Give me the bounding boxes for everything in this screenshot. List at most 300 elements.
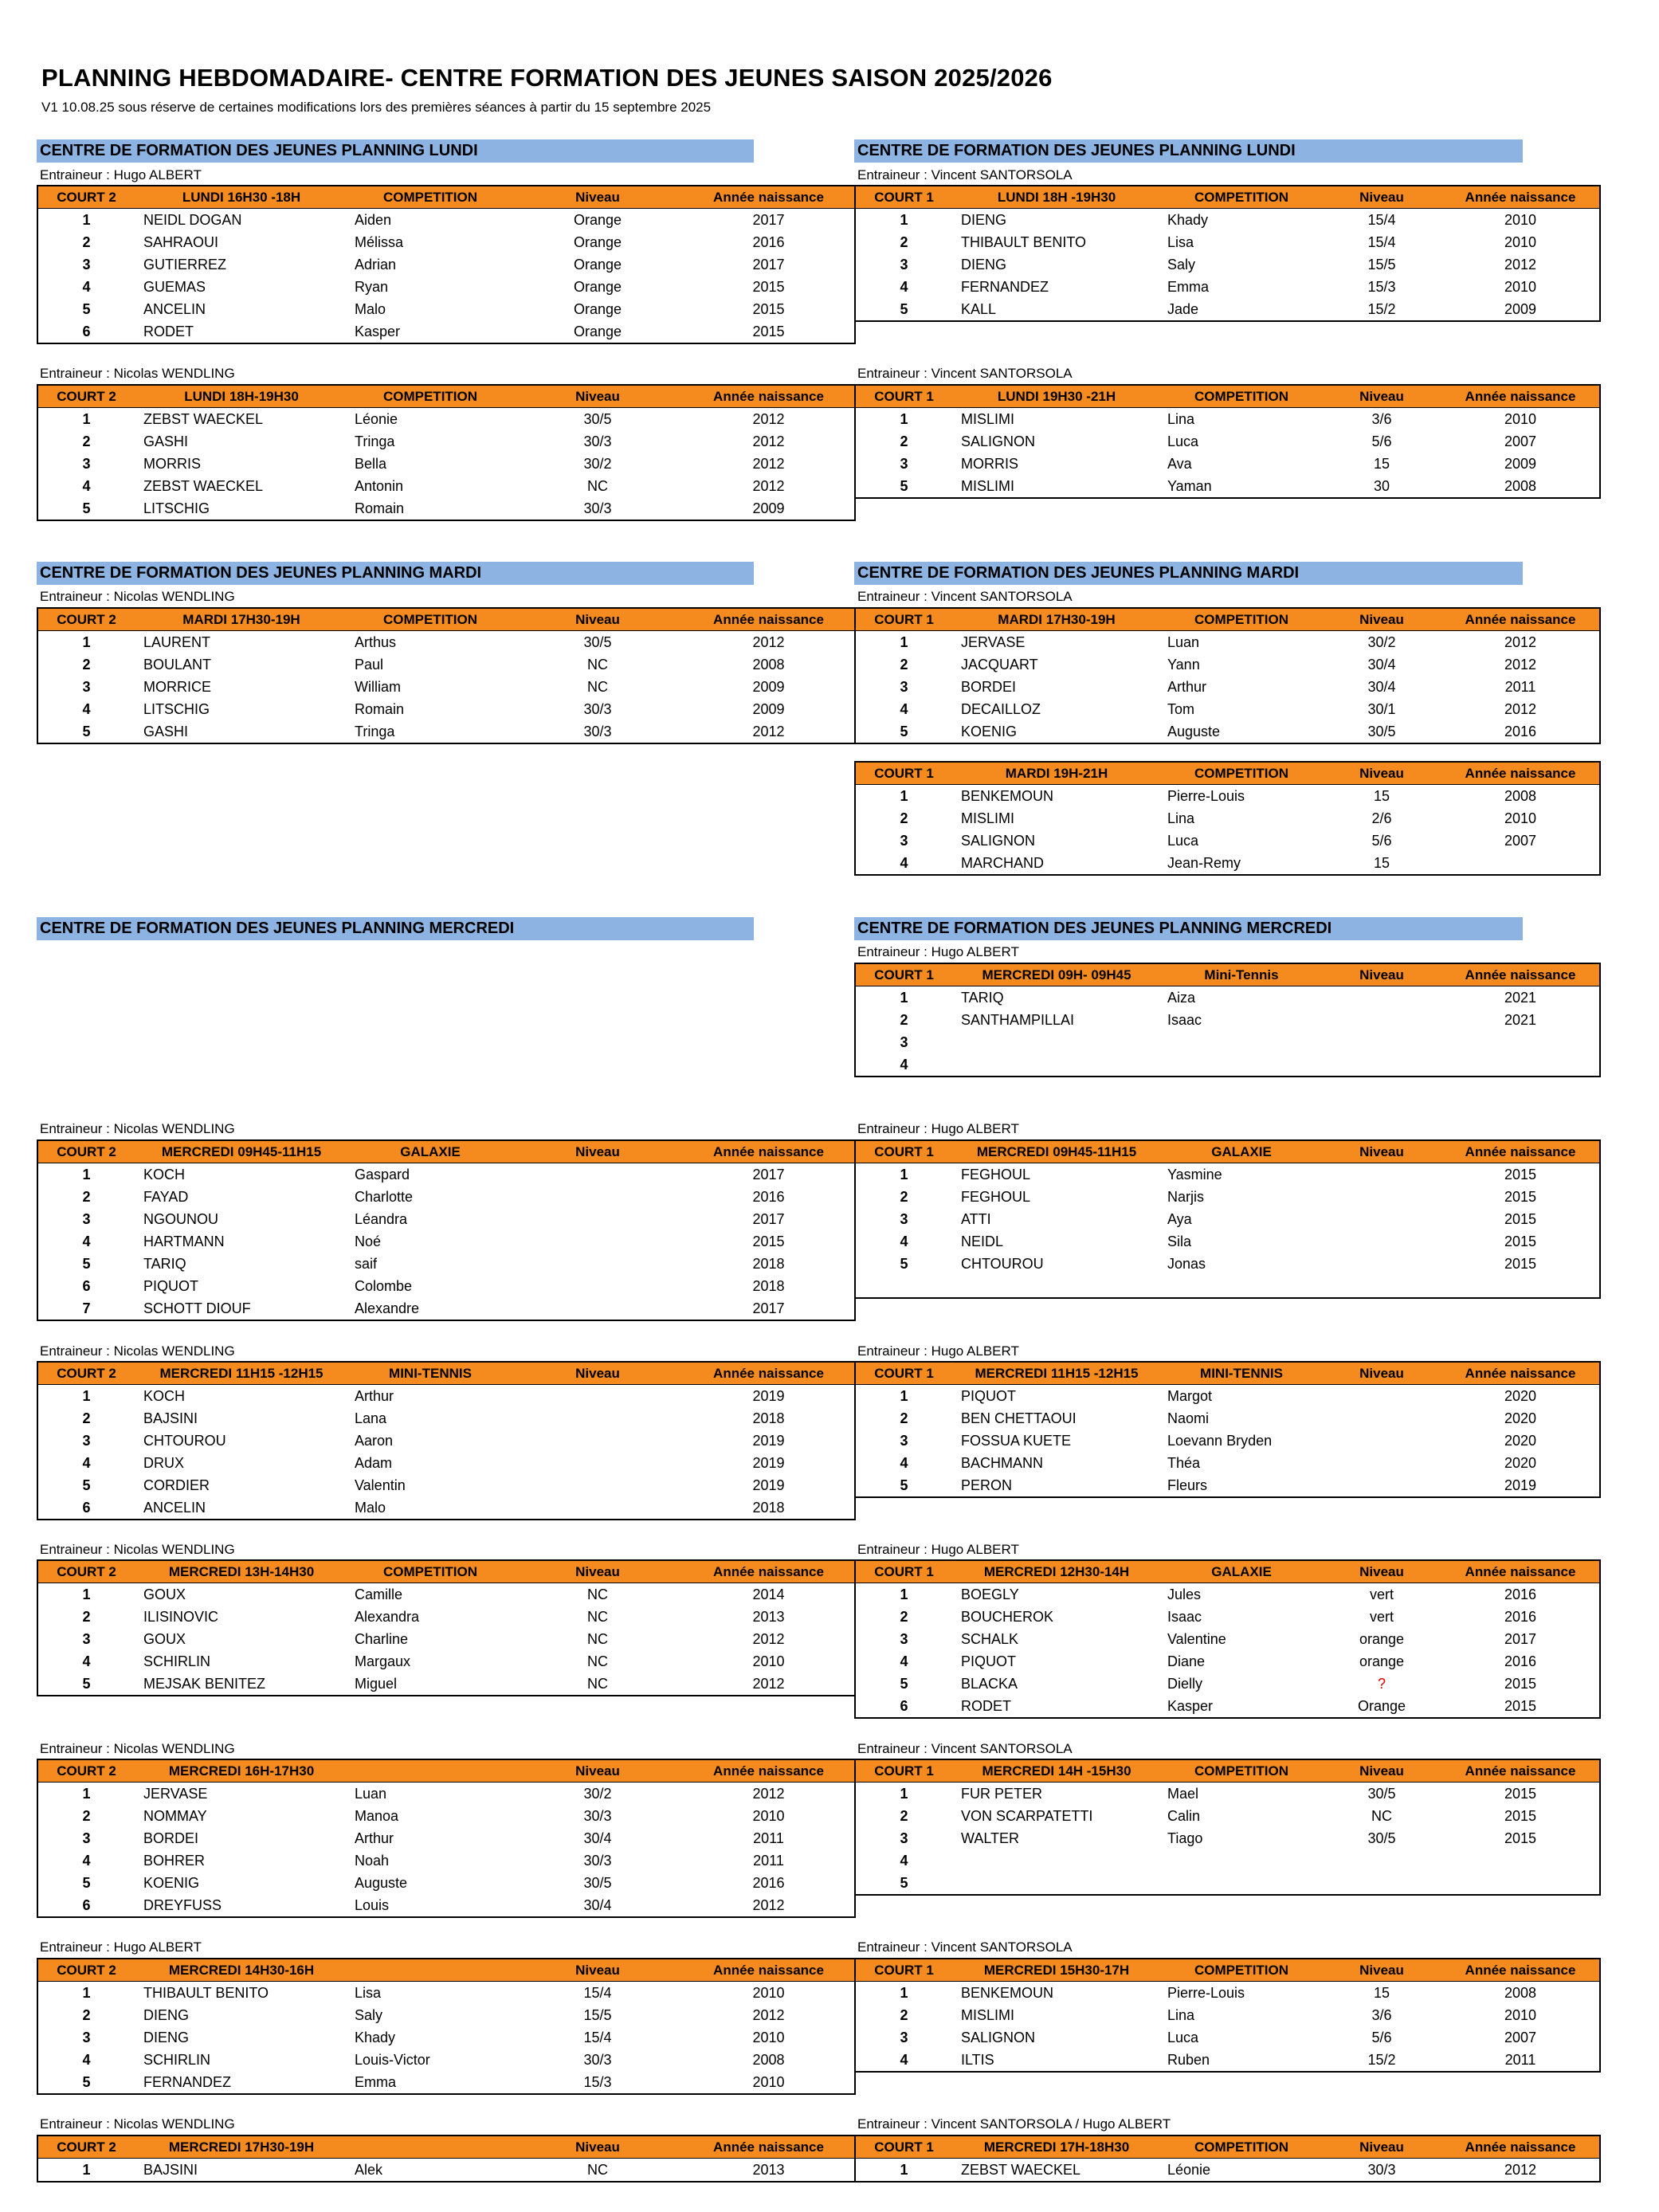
- table-header-row: [855, 1759, 1600, 1783]
- table-row: [855, 1872, 1600, 1895]
- player-last-name: DECAILLOZ: [961, 700, 1041, 717]
- player-first-name: Arthur: [355, 1387, 394, 1404]
- player-number: 4: [900, 854, 908, 871]
- player-last-name: GUEMAS: [143, 278, 206, 295]
- player-last-name: TARIQ: [143, 1255, 186, 1272]
- time-slot-header: MERCREDI 16H-17H30: [135, 1759, 348, 1783]
- time-slot-header: MARDI 19H-21H: [952, 762, 1161, 785]
- player-first-name: Lisa: [1167, 233, 1194, 250]
- player-level: 15/5: [1367, 256, 1396, 273]
- coach-label: Entraineur : Nicolas WENDLING: [40, 1542, 235, 1557]
- table-row: [37, 1982, 855, 2005]
- player-birth-year: 2015: [1504, 1255, 1537, 1272]
- player-number: 3: [900, 455, 908, 472]
- player-level: 30/5: [1367, 1785, 1396, 1802]
- day-header-bar: CENTRE DE FORMATION DES JEUNES PLANNING LUNDI: [37, 139, 754, 163]
- player-number: 1: [900, 211, 908, 228]
- player-first-name: Malo: [355, 1499, 386, 1516]
- player-first-name: Dielly: [1167, 1675, 1203, 1692]
- session-table: [37, 607, 856, 744]
- table-row: [855, 1031, 1600, 1053]
- table-row: [37, 1253, 855, 1275]
- player-level: NC: [587, 1608, 608, 1625]
- player-last-name: FUR PETER: [961, 1785, 1043, 1802]
- player-first-name: Margot: [1167, 1387, 1213, 1404]
- table-row: [855, 1208, 1600, 1230]
- birth-year-header: Année naissance: [1441, 1759, 1600, 1783]
- table-row: [855, 2159, 1600, 2183]
- player-level: 30/3: [583, 1807, 612, 1824]
- player-first-name: Lisa: [355, 1984, 382, 2001]
- player-number: 2: [900, 1410, 908, 1426]
- table-row: [855, 807, 1600, 830]
- player-number: 6: [82, 323, 91, 339]
- player-level: 30/3: [583, 1852, 612, 1869]
- player-birth-year: 2020: [1504, 1454, 1537, 1471]
- player-last-name: GOUX: [143, 1630, 186, 1647]
- player-first-name: [1161, 1275, 1322, 1298]
- player-number: 4: [900, 700, 908, 717]
- player-level: 30/5: [583, 633, 612, 650]
- table-row: [37, 475, 855, 497]
- player-birth-year: 2019: [1504, 1477, 1537, 1493]
- player-number: 4: [82, 1454, 91, 1471]
- level-header: Niveau: [1322, 385, 1441, 408]
- player-level: 15: [1373, 787, 1390, 804]
- player-last-name: GASHI: [143, 723, 189, 739]
- player-number: 1: [82, 1984, 91, 2001]
- table-row: [855, 1982, 1600, 2005]
- player-first-name: Kasper: [355, 323, 401, 339]
- player-birth-year: 2009: [752, 500, 785, 516]
- player-first-name: Arthur: [1167, 678, 1207, 695]
- player-level: Orange: [573, 278, 622, 295]
- player-level: 30/2: [583, 455, 612, 472]
- player-birth-year: 2009: [752, 700, 785, 717]
- player-first-name: Luca: [1167, 832, 1199, 849]
- group-header: COMPETITION: [348, 186, 512, 209]
- level-header: Niveau: [1322, 1362, 1441, 1385]
- player-number: 3: [900, 256, 908, 273]
- table-row: [37, 320, 855, 343]
- player-last-name: CHTOUROU: [961, 1255, 1044, 1272]
- player-birth-year: 2017: [1504, 1630, 1537, 1647]
- player-last-name: ANCELIN: [143, 300, 206, 317]
- player-first-name: Gaspard: [355, 1166, 410, 1182]
- player-last-name: FERNANDEZ: [961, 278, 1049, 295]
- session-table: [854, 761, 1601, 876]
- table-header-row: [37, 1759, 855, 1783]
- player-first-name: Léonie: [355, 410, 398, 427]
- table-row: [37, 497, 855, 520]
- player-birth-year: 2019: [752, 1387, 785, 1404]
- session-table: [854, 1759, 1601, 1896]
- player-first-name: Louis-Victor: [355, 2051, 430, 2068]
- table-row: [37, 2159, 855, 2183]
- player-first-name: Charline: [355, 1630, 409, 1647]
- player-first-name: Isaac: [1167, 1011, 1202, 1028]
- player-level: 15/4: [1367, 233, 1396, 250]
- player-birth-year: 2012: [752, 455, 785, 472]
- player-level: [512, 1385, 683, 1408]
- player-number: 6: [82, 1896, 91, 1913]
- coach-label: Entraineur : Nicolas WENDLING: [40, 589, 235, 604]
- player-level: 15/2: [1367, 300, 1396, 317]
- birth-year-header: Année naissance: [683, 1140, 855, 1163]
- player-birth-year: 2010: [1504, 2006, 1537, 2023]
- table-row: [37, 276, 855, 298]
- player-number: 5: [82, 300, 91, 317]
- player-level: vert: [1369, 1586, 1394, 1602]
- time-slot-header: LUNDI 18H-19H30: [135, 385, 348, 408]
- player-first-name: Luca: [1167, 2029, 1199, 2045]
- player-last-name: PIQUOT: [961, 1387, 1017, 1404]
- player-level: NC: [587, 2161, 608, 2178]
- player-last-name: FEGHOUL: [961, 1188, 1031, 1205]
- table-row: [37, 1849, 855, 1872]
- player-first-name: Emma: [355, 2073, 397, 2090]
- player-last-name: ATTI: [961, 1210, 991, 1227]
- table-row: [855, 1163, 1600, 1186]
- player-level: 30/4: [1367, 656, 1396, 673]
- player-birth-year: [1441, 1872, 1600, 1895]
- coach-label: Entraineur : Nicolas WENDLING: [40, 1741, 235, 1756]
- player-number: 1: [82, 410, 91, 427]
- coach-label: Entraineur : Vincent SANTORSOLA: [857, 1939, 1073, 1955]
- player-last-name: ZEBST WAECKEL: [143, 410, 264, 427]
- table-row: [37, 430, 855, 453]
- player-number: 3: [900, 1630, 908, 1647]
- player-birth-year: 2010: [752, 1653, 785, 1669]
- player-last-name: BACHMANN: [961, 1454, 1044, 1471]
- player-last-name: FERNANDEZ: [143, 2073, 232, 2090]
- court-header: COURT 2: [37, 1362, 135, 1385]
- player-first-name: Tringa: [355, 723, 395, 739]
- player-first-name: Aiden: [355, 211, 392, 228]
- version-note: V1 10.08.25 sous réserve de certaines modifications lors des premières séances à partir du 15 septembre 2025: [41, 100, 712, 115]
- player-first-name: Aaron: [355, 1432, 394, 1449]
- table-header-row: [37, 1959, 855, 1982]
- player-birth-year: 2017: [752, 256, 785, 273]
- player-level: [1322, 1031, 1441, 1053]
- player-first-name: Khady: [355, 2029, 396, 2045]
- player-first-name: Valentine: [1167, 1630, 1226, 1647]
- birth-year-header: Année naissance: [683, 385, 855, 408]
- player-level: vert: [1369, 1608, 1394, 1625]
- table-row: [855, 986, 1600, 1010]
- player-first-name: saif: [355, 1255, 378, 1272]
- player-level: [512, 1275, 683, 1297]
- player-birth-year: [1441, 852, 1600, 875]
- player-first-name: Adam: [355, 1454, 393, 1471]
- player-number: 2: [82, 1608, 91, 1625]
- player-first-name: Arthus: [355, 633, 397, 650]
- player-birth-year: 2018: [752, 1255, 785, 1272]
- time-slot-header: MERCREDI 14H30-16H: [135, 1959, 348, 1982]
- player-number: 5: [900, 300, 908, 317]
- player-last-name: [952, 1849, 1161, 1872]
- player-birth-year: 2012: [752, 633, 785, 650]
- player-number: 7: [82, 1300, 91, 1316]
- player-level: [1322, 1186, 1441, 1208]
- level-header: Niveau: [1322, 186, 1441, 209]
- player-last-name: FOSSUA KUETE: [961, 1432, 1072, 1449]
- table-row: [855, 1849, 1600, 1872]
- player-first-name: Ruben: [1167, 2051, 1210, 2068]
- player-last-name: NEIDL DOGAN: [143, 211, 242, 228]
- table-row: [37, 408, 855, 431]
- table-row: [37, 631, 855, 654]
- table-row: [37, 1230, 855, 1253]
- table-row: [855, 720, 1600, 743]
- player-number: 2: [900, 1807, 908, 1824]
- player-number: 1: [900, 1785, 908, 1802]
- day-header-bar: CENTRE DE FORMATION DES JEUNES PLANNING LUNDI: [854, 139, 1523, 163]
- player-first-name: Luca: [1167, 433, 1199, 449]
- player-birth-year: 2021: [1504, 1011, 1537, 1028]
- coach-label: Entraineur : Nicolas WENDLING: [40, 366, 235, 381]
- table-row: [855, 852, 1600, 875]
- player-birth-year: 2017: [752, 1300, 785, 1316]
- player-level: 5/6: [1371, 832, 1392, 849]
- session-table: [854, 963, 1601, 1077]
- player-birth-year: 2015: [752, 323, 785, 339]
- player-birth-year: 2016: [1504, 1586, 1537, 1602]
- player-number: 4: [900, 1233, 908, 1249]
- table-row: [37, 1783, 855, 1806]
- player-birth-year: 2015: [1504, 1233, 1537, 1249]
- player-birth-year: 2020: [1504, 1410, 1537, 1426]
- player-first-name: Pierre-Louis: [1167, 787, 1245, 804]
- player-level: [1322, 1163, 1441, 1186]
- session-table: [854, 1139, 1601, 1299]
- player-first-name: Adrian: [355, 256, 397, 273]
- player-level: NC: [587, 656, 608, 673]
- player-first-name: Jules: [1167, 1586, 1202, 1602]
- player-number: 2: [900, 1011, 908, 1028]
- player-first-name: Théa: [1167, 1454, 1201, 1471]
- player-level: 5/6: [1371, 2029, 1392, 2045]
- player-last-name: HARTMANN: [143, 1233, 225, 1249]
- player-first-name: Calin: [1167, 1807, 1201, 1824]
- player-birth-year: 2015: [1504, 1166, 1537, 1182]
- player-number: 3: [900, 678, 908, 695]
- player-first-name: Pierre-Louis: [1167, 1984, 1245, 2001]
- table-row: [37, 1163, 855, 1186]
- player-number: 3: [82, 256, 91, 273]
- table-row: [855, 1650, 1600, 1673]
- player-number: 1: [82, 2161, 91, 2178]
- player-birth-year: 2016: [752, 233, 785, 250]
- coach-label: Entraineur : Hugo ALBERT: [857, 1121, 1019, 1136]
- time-slot-header: MERCREDI 11H15 -12H15: [952, 1362, 1161, 1385]
- player-level: 30/5: [583, 410, 612, 427]
- player-birth-year: 2017: [752, 1166, 785, 1182]
- table-row: [855, 1186, 1600, 1208]
- table-row: [855, 1430, 1600, 1452]
- birth-year-header: Année naissance: [683, 2136, 855, 2159]
- table-row: [855, 1673, 1600, 1695]
- player-birth-year: 2019: [752, 1454, 785, 1471]
- player-number: 2: [900, 433, 908, 449]
- time-slot-header: MARDI 17H30-19H: [135, 608, 348, 631]
- player-level: orange: [1359, 1653, 1405, 1669]
- player-birth-year: 2012: [1504, 2161, 1537, 2178]
- player-first-name: Alexandre: [355, 1300, 420, 1316]
- player-last-name: JERVASE: [143, 1785, 208, 1802]
- player-first-name: Aiza: [1167, 989, 1196, 1006]
- coach-label: Entraineur : Hugo ALBERT: [857, 944, 1019, 959]
- session-table: [854, 1559, 1601, 1719]
- group-header: COMPETITION: [348, 608, 512, 631]
- player-last-name: ANCELIN: [143, 1499, 206, 1516]
- player-first-name: Romain: [355, 500, 405, 516]
- player-number: 5: [900, 1477, 908, 1493]
- table-row: [855, 276, 1600, 298]
- session-table: [37, 1759, 856, 1918]
- player-first-name: Tringa: [355, 433, 395, 449]
- player-last-name: SALIGNON: [961, 2029, 1036, 2045]
- player-level: NC: [1371, 1807, 1392, 1824]
- player-number: 6: [900, 1697, 908, 1714]
- coach-label: Entraineur : Nicolas WENDLING: [40, 2116, 235, 2132]
- player-birth-year: 2016: [1504, 723, 1537, 739]
- birth-year-header: Année naissance: [683, 1959, 855, 1982]
- player-number: 5: [82, 723, 91, 739]
- player-last-name: BOHRER: [143, 1852, 206, 1869]
- player-level: Orange: [573, 233, 622, 250]
- player-birth-year: 2009: [1504, 455, 1537, 472]
- table-row: [37, 2026, 855, 2049]
- player-level: 30/4: [583, 1896, 612, 1913]
- player-birth-year: 2011: [1504, 678, 1536, 695]
- time-slot-header: LUNDI 19H30 -21H: [952, 385, 1161, 408]
- player-level: 15/3: [1367, 278, 1396, 295]
- player-last-name: MORRIS: [961, 455, 1018, 472]
- court-header: COURT 1: [855, 1140, 952, 1163]
- player-level: NC: [587, 1675, 608, 1692]
- level-header: Niveau: [1322, 1759, 1441, 1783]
- player-birth-year: 2018: [752, 1499, 785, 1516]
- session-table: [37, 384, 856, 521]
- table-row: [37, 2004, 855, 2026]
- player-birth-year: 2009: [1504, 300, 1537, 317]
- table-row: [855, 830, 1600, 852]
- player-birth-year: 2018: [752, 1410, 785, 1426]
- table-row: [37, 1385, 855, 1408]
- player-first-name: Diane: [1167, 1653, 1206, 1669]
- player-first-name: Mael: [1167, 1785, 1199, 1802]
- player-last-name: MORRICE: [143, 678, 211, 695]
- group-header: COMPETITION: [1161, 762, 1322, 785]
- player-number: 2: [82, 2006, 91, 2023]
- table-header-row: [37, 385, 855, 408]
- player-level: 3/6: [1371, 2006, 1392, 2023]
- player-level: 5/6: [1371, 433, 1392, 449]
- player-level: [512, 1407, 683, 1430]
- player-first-name: Paul: [355, 656, 384, 673]
- player-level: Orange: [573, 323, 622, 339]
- player-birth-year: 2013: [752, 2161, 785, 2178]
- level-header: Niveau: [1322, 2136, 1441, 2159]
- player-level: orange: [1359, 1630, 1405, 1647]
- player-level: [512, 1253, 683, 1275]
- time-slot-header: MERCREDI 11H15 -12H15: [135, 1362, 348, 1385]
- player-level: 30/5: [583, 1874, 612, 1891]
- player-birth-year: 2012: [752, 1896, 785, 1913]
- table-header-row: [855, 762, 1600, 785]
- player-number: 4: [82, 1852, 91, 1869]
- player-first-name: Colombe: [355, 1277, 413, 1294]
- time-slot-header: MARDI 17H30-19H: [952, 608, 1161, 631]
- player-number: 5: [900, 477, 908, 494]
- player-first-name: Emma: [1167, 278, 1210, 295]
- level-header: Niveau: [512, 1560, 683, 1583]
- player-last-name: ILTIS: [961, 2051, 994, 2068]
- player-last-name: FAYAD: [143, 1188, 189, 1205]
- birth-year-header: Année naissance: [1441, 762, 1600, 785]
- player-number: 5: [82, 500, 91, 516]
- group-header: COMPETITION: [1161, 1759, 1322, 1783]
- player-number: 1: [900, 1166, 908, 1182]
- player-number: 1: [82, 1785, 91, 1802]
- table-header-row: [855, 1959, 1600, 1982]
- player-last-name: KALL: [961, 300, 997, 317]
- time-slot-header: LUNDI 18H -19H30: [952, 186, 1161, 209]
- player-number: 2: [82, 1807, 91, 1824]
- player-level: 30/3: [583, 500, 612, 516]
- player-number: 3: [900, 1432, 908, 1449]
- player-birth-year: 2017: [752, 211, 785, 228]
- player-first-name: Margaux: [355, 1653, 411, 1669]
- player-first-name: Alexandra: [355, 1608, 420, 1625]
- player-first-name: Auguste: [355, 1874, 408, 1891]
- table-header-row: [855, 963, 1600, 986]
- time-slot-header: MERCREDI 14H -15H30: [952, 1759, 1161, 1783]
- player-level: [1322, 1009, 1441, 1031]
- player-first-name: Isaac: [1167, 1608, 1202, 1625]
- court-header: COURT 2: [37, 1560, 135, 1583]
- player-birth-year: 2010: [1504, 233, 1537, 250]
- player-level: [1322, 1208, 1441, 1230]
- player-level: [512, 1186, 683, 1208]
- court-header: COURT 2: [37, 1959, 135, 1982]
- player-first-name: Louis: [355, 1896, 390, 1913]
- court-header: COURT 1: [855, 1759, 952, 1783]
- player-level: 15/4: [583, 1984, 612, 2001]
- player-number: 5: [82, 1675, 91, 1692]
- time-slot-header: MERCREDI 09H45-11H15: [135, 1140, 348, 1163]
- table-row: [37, 1827, 855, 1849]
- player-level: NC: [587, 477, 608, 494]
- table-header-row: [37, 608, 855, 631]
- player-last-name: BEN CHETTAOUI: [961, 1410, 1077, 1426]
- player-last-name: KOENIG: [961, 723, 1018, 739]
- session-table: [37, 185, 856, 344]
- player-birth-year: 2007: [1504, 433, 1537, 449]
- table-row: [855, 1385, 1600, 1408]
- table-row: [855, 209, 1600, 232]
- table-row: [855, 430, 1600, 453]
- session-table: [854, 2135, 1601, 2183]
- player-last-name: ZEBST WAECKEL: [143, 477, 264, 494]
- player-last-name: DRUX: [143, 1454, 185, 1471]
- birth-year-header: Année naissance: [1441, 608, 1600, 631]
- player-first-name: Tiago: [1167, 1830, 1203, 1846]
- court-header: COURT 1: [855, 1362, 952, 1385]
- player-level: [512, 1474, 683, 1496]
- table-row: [37, 1606, 855, 1628]
